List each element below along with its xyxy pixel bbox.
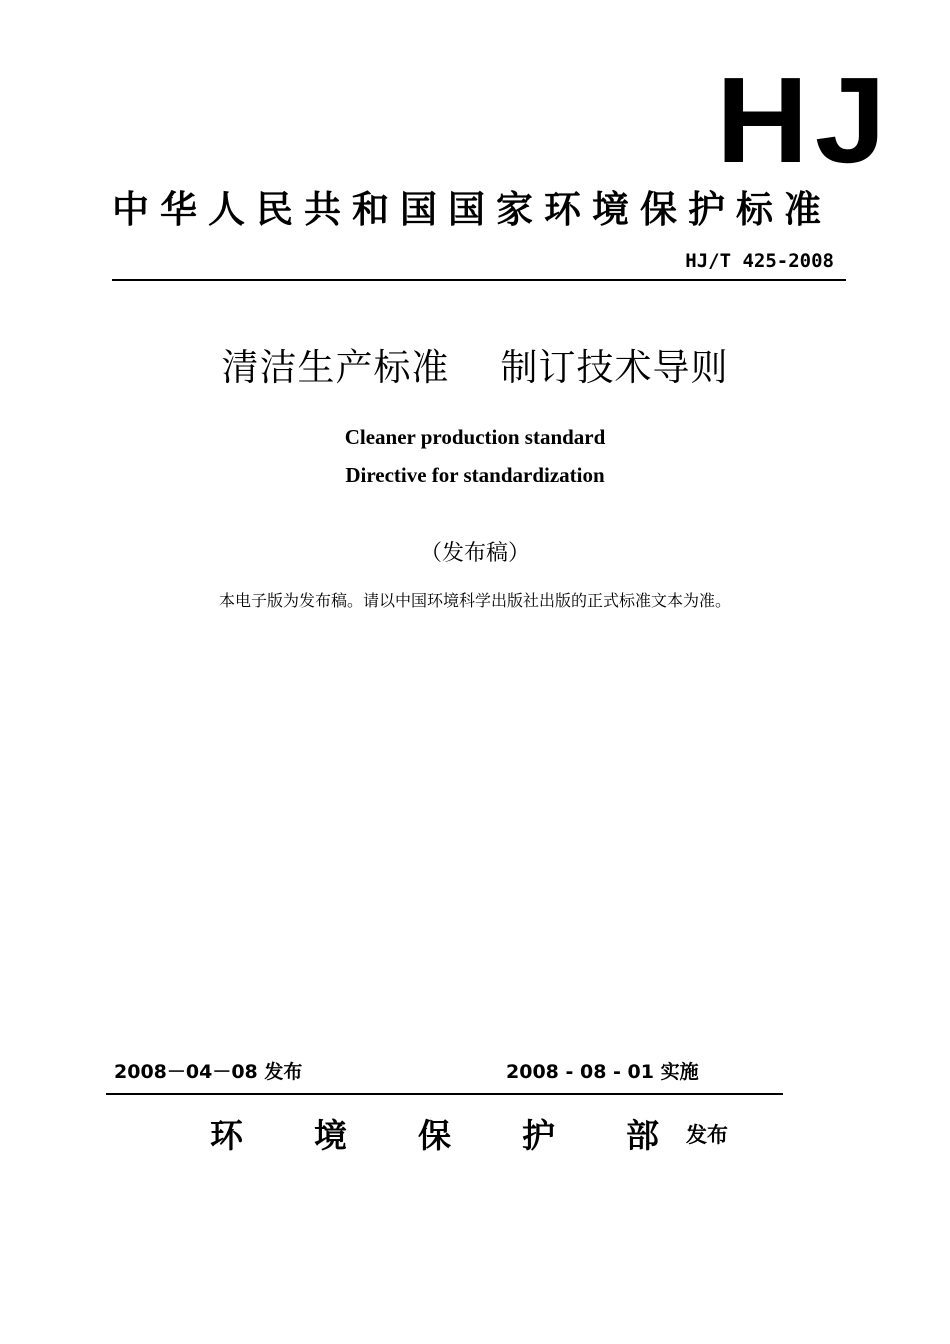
publisher-name: [210, 1114, 674, 1158]
publisher-char: 护: [522, 1116, 555, 1155]
org-title: 中华人民共和国国家环境保护标准: [112, 188, 832, 231]
publisher-char: 环: [210, 1116, 243, 1155]
publisher-char: 部: [626, 1116, 659, 1155]
issue-date: 2008－04－08 发布: [114, 1061, 303, 1083]
bottom-divider: [106, 1093, 783, 1095]
title-english-line2: Directive for standardization: [345, 463, 605, 487]
hj-logo: HJ: [716, 52, 893, 188]
draft-notice: 本电子版为发布稿。请以中国环境科学出版社出版的正式标准文本为准。: [218, 591, 731, 610]
title-english-line1: Cleaner production standard: [344, 425, 606, 449]
title-chinese: 清洁生产标准 制订技术导则: [221, 346, 729, 389]
implementation-date: 2008 - 08 - 01 实施: [506, 1061, 699, 1083]
publisher-char: 保: [418, 1116, 451, 1155]
publisher-char: 境: [314, 1116, 347, 1155]
standard-number: HJ/T 425-2008: [685, 250, 834, 272]
publisher-suffix: 发布: [686, 1123, 728, 1147]
draft-label: （发布稿）: [419, 541, 530, 566]
top-divider: [112, 279, 846, 281]
